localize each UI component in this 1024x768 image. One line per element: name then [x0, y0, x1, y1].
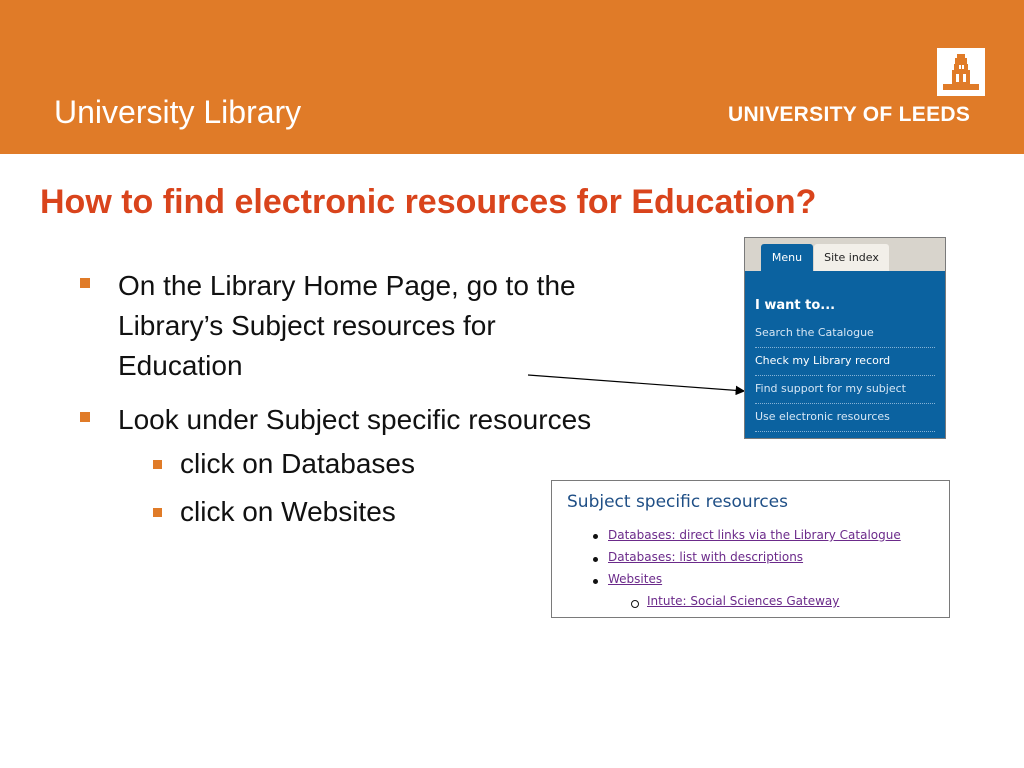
- subject-resources-screenshot: [551, 480, 950, 618]
- banner-title: University Library: [54, 94, 302, 130]
- bullet-dot-icon: [593, 579, 598, 584]
- subject-resources-title: Subject specific resources: [567, 492, 788, 512]
- bullet-dot-icon: [593, 534, 598, 539]
- bullet-text: Look under Subject specific resources: [118, 404, 592, 435]
- slide-heading: How to find electronic resources for Education?: [40, 183, 817, 221]
- link-databases-descriptions[interactable]: Databases: list with descriptions: [608, 550, 804, 564]
- menu-heading: I want to...: [755, 298, 836, 313]
- menu-link-search-catalogue[interactable]: Search the Catalogue: [755, 320, 935, 348]
- menu-link-library-record[interactable]: Check my Library record: [755, 348, 935, 376]
- tab-menu[interactable]: Menu: [761, 244, 813, 271]
- sub-bullet-text: click on Websites: [180, 496, 396, 527]
- link-intute-gateway[interactable]: Intute: Social Sciences Gateway: [647, 594, 840, 608]
- library-menu-screenshot: [744, 237, 946, 439]
- bullet-ring-icon: [631, 600, 639, 608]
- link-websites[interactable]: Websites: [608, 572, 663, 586]
- sub-bullet-text: click on Databases: [180, 448, 416, 479]
- university-name: UNIVERSITY OF LEEDS: [728, 103, 971, 126]
- link-databases-catalogue[interactable]: Databases: direct links via the Library Catalogue: [608, 528, 901, 542]
- menu-link-electronic-resources[interactable]: Use electronic resources: [755, 404, 935, 432]
- bullet-dot-icon: [593, 557, 598, 562]
- tab-site-index[interactable]: Site index: [814, 244, 889, 271]
- menu-link-subject-support[interactable]: Find support for my subject: [755, 376, 935, 404]
- bullet-text: On the Library Home Page, go to the Library’s Subject resources for Education: [118, 270, 576, 381]
